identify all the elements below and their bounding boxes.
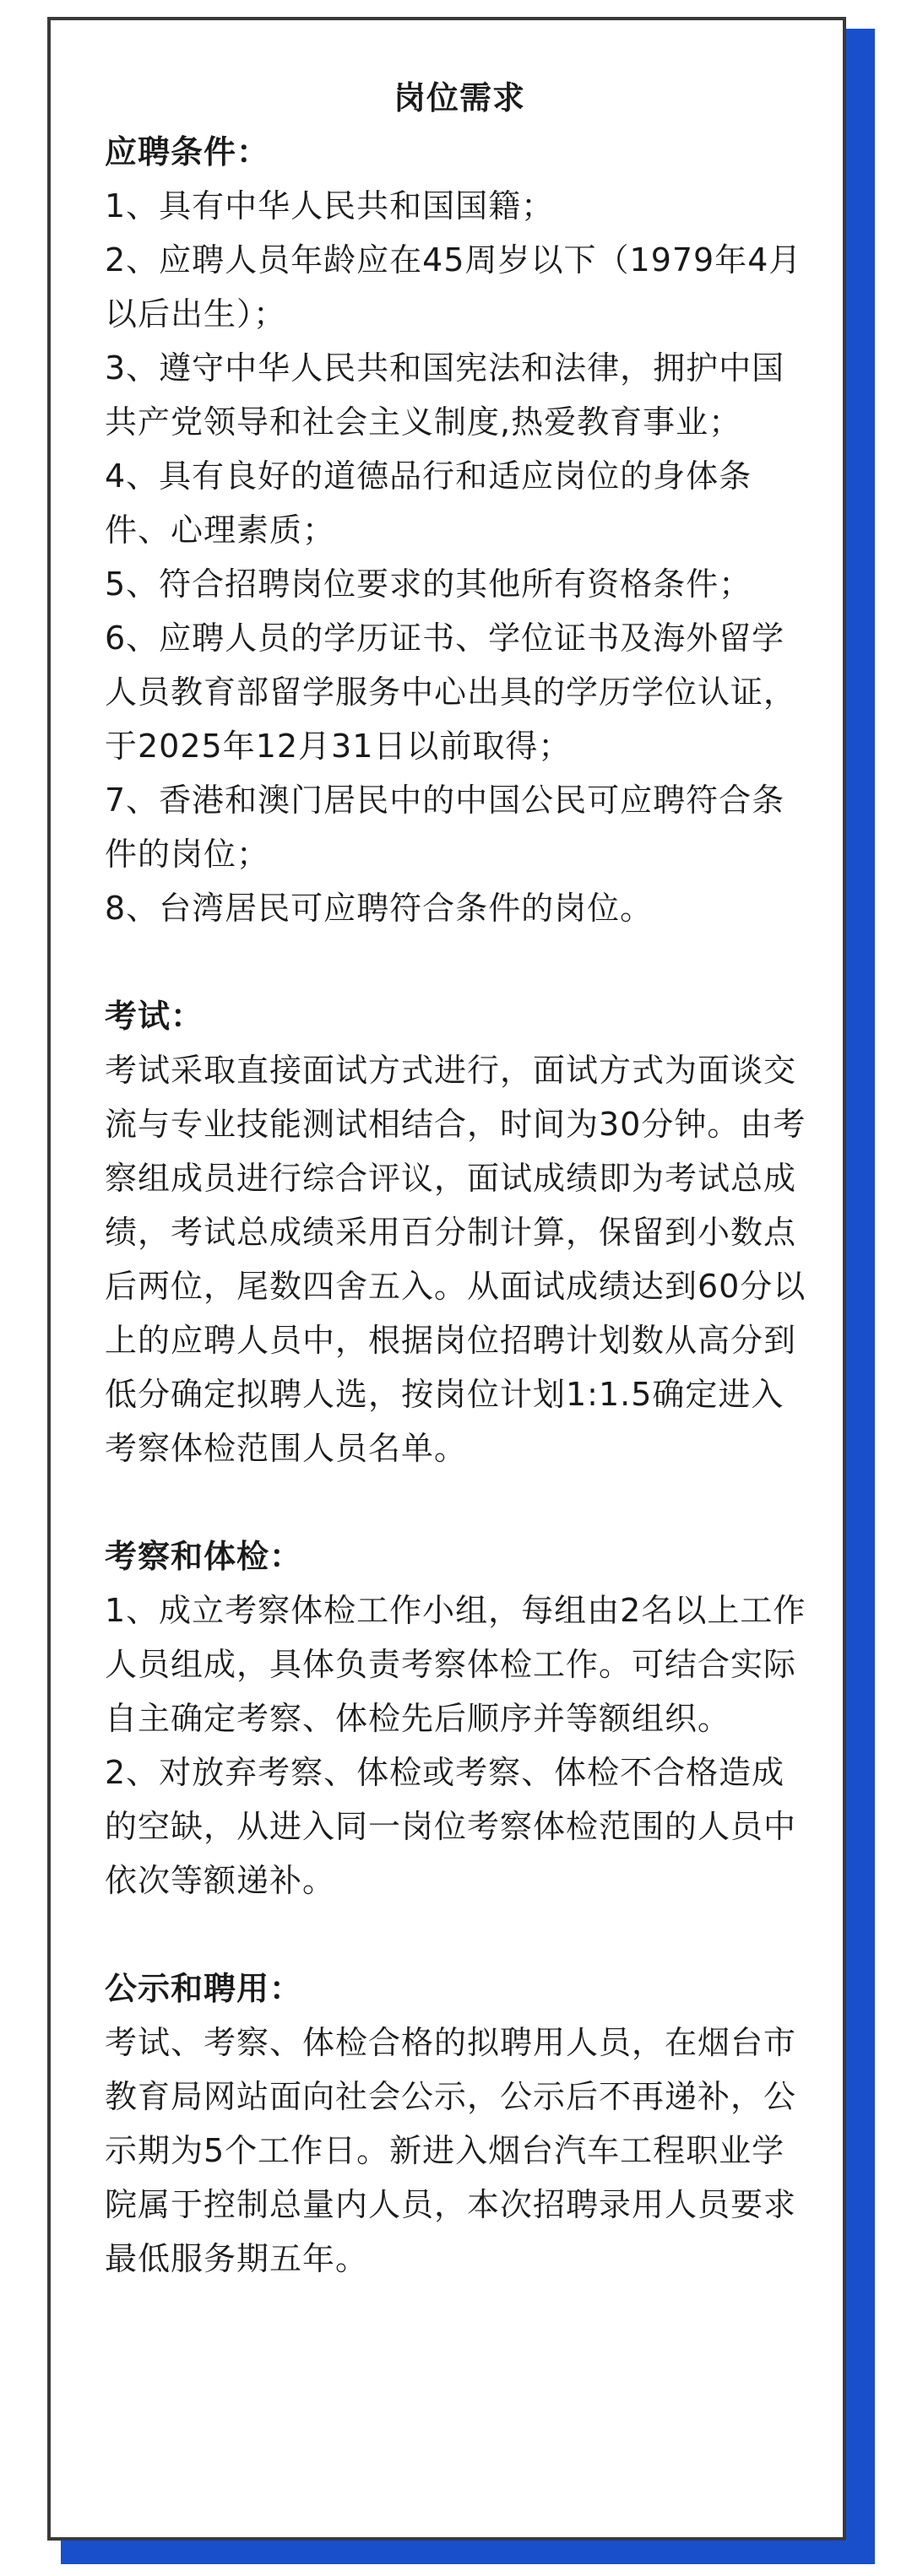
- section-exam: [105, 989, 814, 1475]
- section-heading: 考察和体检：: [105, 1538, 303, 1575]
- section-inspection: [105, 1529, 814, 1908]
- card-content: [105, 71, 814, 2286]
- requirement-item: 3、遵守中华人民共和国宪法和法律，拥护中国共产党领导和社会主义制度,热爱教育事业；: [105, 349, 785, 441]
- publicity-paragraph: 考试、考察、体检合格的拟聘用人员，在烟台市教育局网站面向社会公示，公示后不再递补，公示期为5个工作日。新进入烟台汽车工程职业学院属于控制总量内人员，本次招聘录用人员要求最低服务期五年。: [105, 2024, 797, 2277]
- requirement-item: 1、具有中华人民共和国国籍；: [105, 187, 555, 225]
- section-heading: 应聘条件：: [105, 133, 270, 170]
- section-requirements: [105, 125, 814, 935]
- requirement-item: 2、应聘人员年龄应在45周岁以下（1979年4月以后出生）；: [105, 241, 802, 333]
- job-requirements-card: [47, 17, 846, 2541]
- section-heading: 考试：: [105, 998, 204, 1035]
- document-title: 岗位需求: [393, 79, 525, 116]
- exam-paragraph: 考试采取直接面试方式进行，面试方式为面谈交流与专业技能测试相结合，时间为30分钟。由考察组成员进行综合评议，面试成绩即为考试总成绩，考试总成绩采用百分制计算，保留到小数点后两位，尾数四舍五入。从面试成绩达到60分以上的应聘人员中，根据岗位招聘计划数从高分到低分确定拟聘人选，按岗位计划1:1.5确定进入考察体检范围人员名单。: [105, 1052, 806, 1467]
- requirement-item: 5、符合招聘岗位要求的其他所有资格条件；: [105, 566, 752, 603]
- section-publicity: [105, 1962, 814, 2286]
- requirement-item: 4、具有良好的道德品行和适应岗位的身体条件、心理素质；: [105, 457, 752, 549]
- requirement-item: 6、应聘人员的学历证书、学位证书及海外留学人员教育部留学服务中心出具的学历学位认证，于2025年12月31日以前取得；: [105, 620, 797, 765]
- section-heading: 公示和聘用：: [105, 1970, 303, 2007]
- inspection-item: 2、对放弃考察、体检或考察、体检不合格造成的空缺，从进入同一岗位考察体检范围的人员中依次等额递补。: [105, 1754, 797, 1899]
- requirement-item: 7、香港和澳门居民中的中国公民可应聘符合条件的岗位；: [105, 782, 785, 873]
- requirement-item: 8、台湾居民可应聘符合条件的岗位。: [105, 890, 654, 927]
- inspection-item: 1、成立考察体检工作小组，每组由2名以上工作人员组成，具体负责考察体检工作。可结合实际自主确定考察、体检先后顺序并等额组织。: [105, 1592, 806, 1737]
